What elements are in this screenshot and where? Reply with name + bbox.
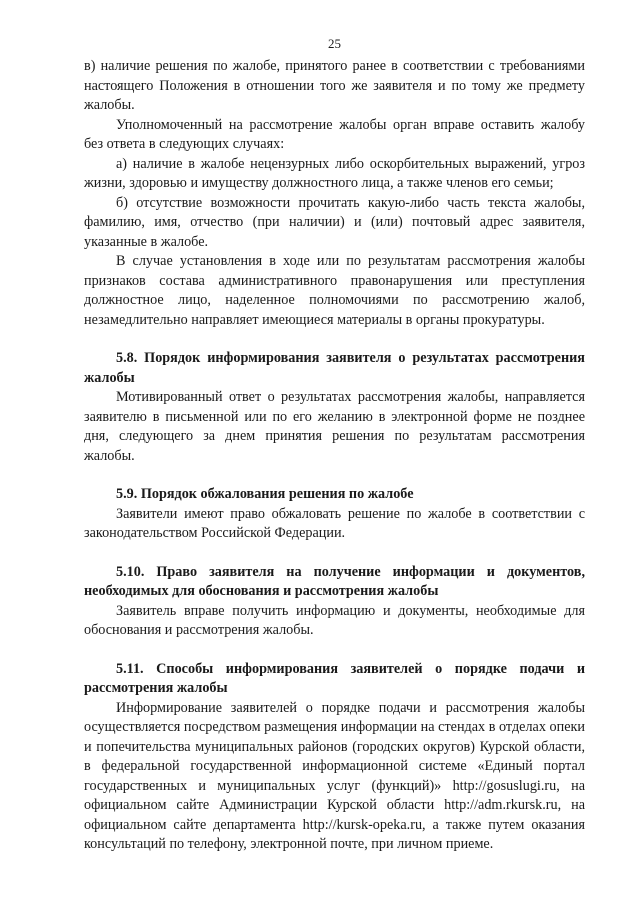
section-gap <box>84 544 585 563</box>
paragraph-item-b: б) отсутствие возможности прочитать какую-либо часть текста жалобы, фамилию, имя, отчество (при наличии) и (или) почтовый адрес заявителя, указанные в жалобе. <box>84 194 585 250</box>
section-gap <box>84 641 585 660</box>
section-5-11-body: Информирование заявителей о порядке подачи и рассмотрения жалобы осуществляется посредством размещения информации на стендах в отделах опеки и попечительства муниципальных районов (городских округов) Курской области, в федеральной государственной информационной системе «Единый портал государственных и муниципальных услуг (функций)» http://gosuslugi.ru, на официальном сайте Администрации Курской области http://adm.rkursk.ru, на официальном сайте департамента http://kursk-opeka.ru, а также путем оказания консультаций по телефону, электронной почте, при личном приеме. <box>84 699 585 852</box>
paragraph-item-v: в) наличие решения по жалобе, принятого ранее в соответствии с требованиями настоящего Положения в отношении того же заявителя и по тому же предмету жалобы. <box>84 58 585 113</box>
section-5-11-heading: 5.11. Способы информирования заявителей о порядке подачи и рассмотрения жалобы <box>84 660 585 696</box>
section-5-10-body: Заявитель вправе получить информацию и документы, необходимые для обоснования и рассмотрения жалобы. <box>84 602 585 638</box>
paragraph-item-a: а) наличие в жалобе нецензурных либо оскорбительных выражений, угроз жизни, здоровью и имуществу должностного лица, а также членов его семьи; <box>84 155 585 191</box>
section-5-8-heading: 5.8. Порядок информирования заявителя о результатах рассмотрения жалобы <box>84 350 585 386</box>
paragraph-prosecution: В случае установления в ходе или по результатам рассмотрения жалобы признаков состава административного правонарушения или преступления должностное лицо, наделенное полномочиями по рассмотрению жалоб, незамедлительно направляет имеющиеся материалы в органы прокуратуры. <box>84 253 585 328</box>
section-5-10-heading: 5.10. Право заявителя на получение информации и документов, необходимых для обоснования и рассмотрения жалобы <box>84 563 585 599</box>
section-gap <box>84 466 585 485</box>
section-gap <box>84 330 585 349</box>
section-5-9-body: Заявители имеют право обжаловать решение по жалобе в соответствии с законодательством Российской Федерации. <box>84 505 585 541</box>
paragraph-intro-cases: Уполномоченный на рассмотрение жалобы орган вправе оставить жалобу без ответа в следующих случаях: <box>84 116 585 152</box>
section-5-9-heading: 5.9. Порядок обжалования решения по жалобе <box>116 486 414 502</box>
section-5-8-body: Мотивированный ответ о результатах рассмотрения жалобы, направляется заявителю в письменной или по его желанию в электронной форме не позднее дня, следующего за днем принятия решения по результатам рассмотрения жалобы. <box>84 389 585 464</box>
page-number: 25 <box>328 36 341 51</box>
